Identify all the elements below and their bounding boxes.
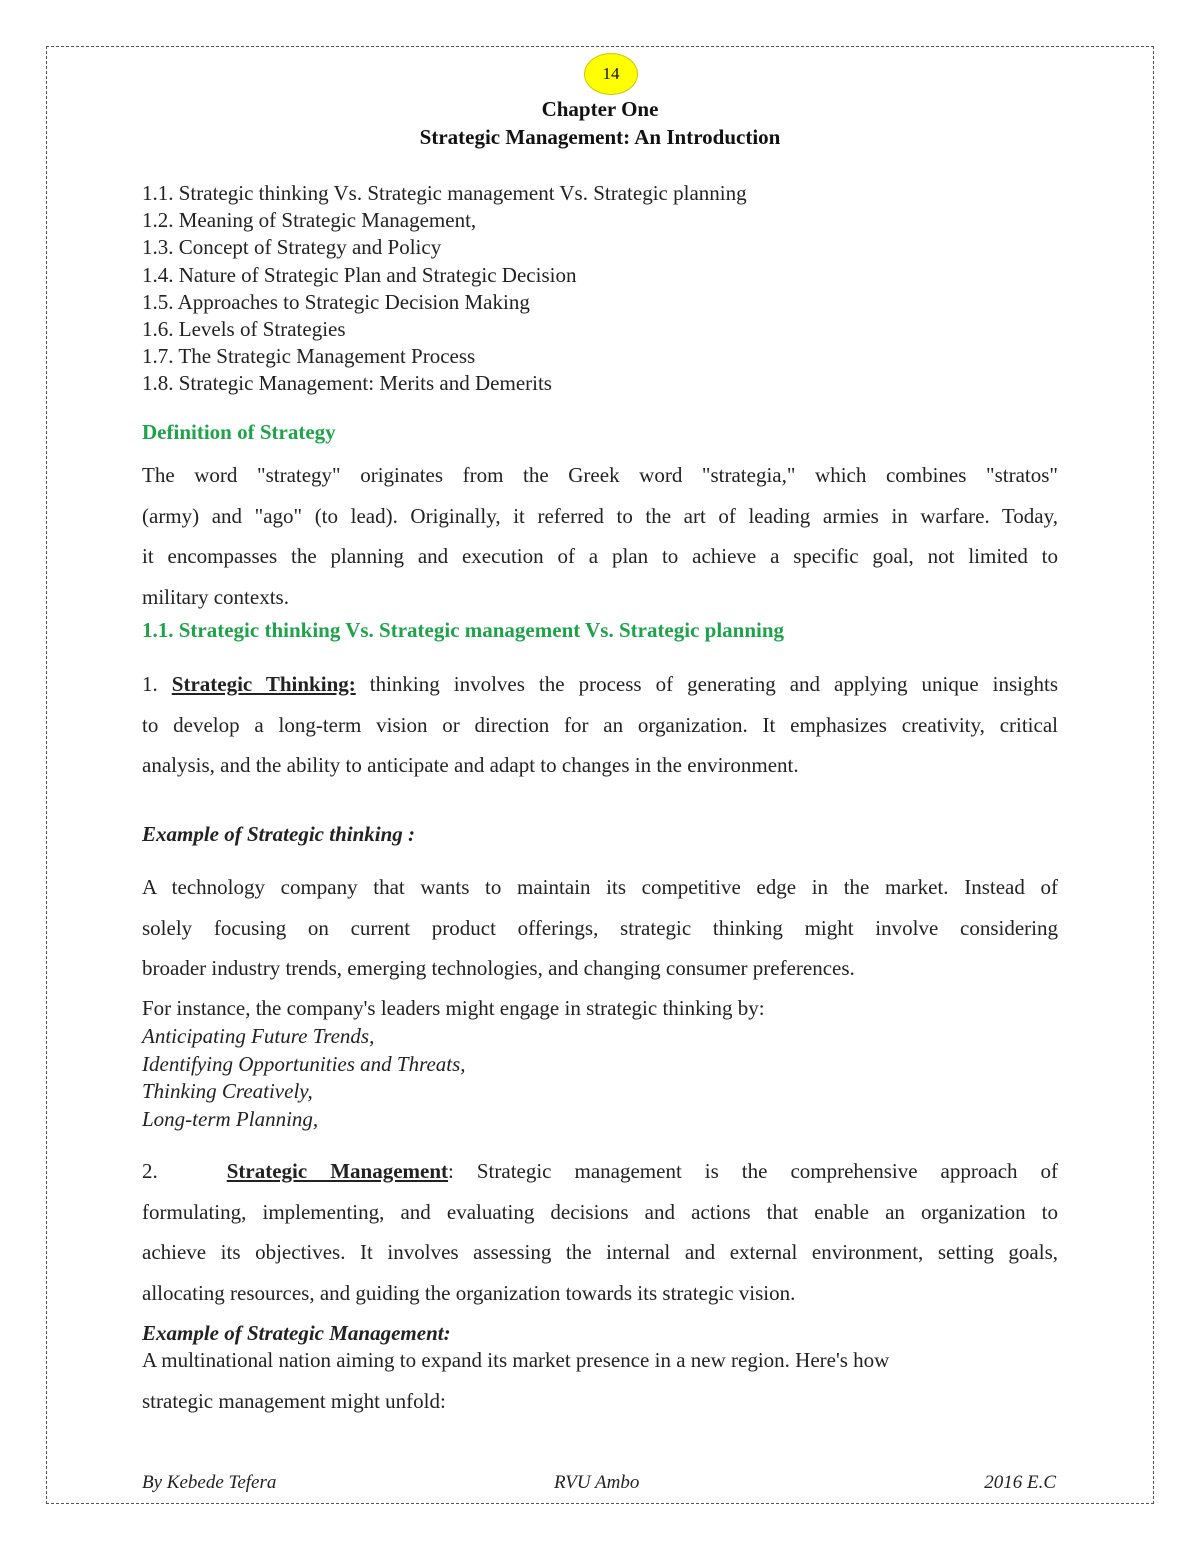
paragraph-line: (army) and "ago" (to lead). Originally, it referred to the art of leading armies in warfare. Today, [142,503,1058,528]
definition-paragraph [142,455,1058,617]
page-number: 14 [602,64,620,83]
paragraph-line [142,1151,1058,1192]
strategic-thinking-paragraph [142,664,1058,786]
paragraph-line: A technology company that wants to maintain its competitive edge in the market. Instead of [142,875,1058,899]
paragraph-text: thinking involves the process of generating and applying unique insights [355,672,1059,696]
example-management-line: strategic management might unfold: [142,1389,446,1413]
paragraph-line: solely focusing on current product offerings, strategic thinking might involve considering [142,915,1058,940]
strategic-thinking-term: Strategic Thinking: [171,672,356,696]
chapter-title: Chapter One [541,97,659,121]
paragraph-line: The word "strategy" originates from the Greek word "strategia," which combines "stratos" [142,463,1058,487]
paragraph-line: military contexts. [142,584,289,609]
footer-author: By Kebede Tefera [142,1472,277,1493]
example-thinking-paragraph [142,867,1058,989]
section-heading-1-1: 1.1. Strategic thinking Vs. Strategic management Vs. Strategic planning [142,618,785,642]
paragraph-line: it encompasses the planning and execution of a plan to achieve a specific goal, not limited to [142,544,1058,568]
toc-item: 1.2. Meaning of Strategic Management, [142,208,477,233]
toc-item: 1.5. Approaches to Strategic Decision Making [142,289,530,314]
instance-list [142,1023,466,1133]
paragraph-line: to develop a long-term vision or direction for an organization. It emphasizes creativity, critical [142,712,1058,737]
list-item: Long-term Planning, [142,1106,319,1131]
toc-item: 1.8. Strategic Management: Merits and Demerits [142,371,552,396]
paragraph-line: formulating, implementing, and evaluating decisions and actions that enable an organization to [142,1199,1058,1224]
example-management-line: A multinational nation aiming to expand its market presence in a new region. Here's how [142,1348,890,1372]
footer-institution: RVU Ambo [554,1472,640,1493]
strategic-management-paragraph [142,1151,1058,1313]
chapter-subtitle: Strategic Management: An Introduction [419,125,781,149]
footer-divider [140,1469,1060,1470]
toc-item: 1.6. Levels of Strategies [142,316,346,341]
page-number-badge [584,53,638,95]
toc-item: 1.7. The Strategic Management Process [142,344,476,369]
paragraph-line: analysis, and the ability to anticipate and adapt to changes in the environment. [142,753,799,777]
paragraph-line: achieve its objectives. It involves assessing the internal and external environment, setting goals, [142,1240,1058,1264]
example-management-label: Example of Strategic Management: [142,1321,451,1345]
paragraph-text: : Strategic management is the comprehensive approach of [448,1159,1058,1183]
footer-year: 2016 E.C [984,1472,1056,1493]
table-of-contents [142,180,1042,398]
instance-intro: For instance, the company's leaders might engage in strategic thinking by: [142,996,765,1020]
paragraph-line: broader industry trends, emerging technologies, and changing consumer preferences. [142,956,855,980]
paragraph-line [142,664,1058,705]
item-number: 2. [142,1159,158,1183]
list-item: Anticipating Future Trends, [142,1024,375,1048]
toc-item: 1.4. Nature of Strategic Plan and Strategic Decision [142,262,577,287]
toc-item: 1.3. Concept of Strategy and Policy [142,235,442,260]
definition-heading: Definition of Strategy [142,420,336,444]
list-item: Identifying Opportunities and Threats, [142,1051,466,1076]
strategic-management-term: Strategic Management [226,1159,449,1183]
list-item: Thinking Creatively, [142,1079,313,1103]
example-thinking-label: Example of Strategic thinking : [142,822,416,846]
toc-item: 1.1. Strategic thinking Vs. Strategic management Vs. Strategic planning [142,181,747,205]
paragraph-line: allocating resources, and guiding the organization towards its strategic vision. [142,1280,796,1305]
item-number: 1. [142,672,158,696]
